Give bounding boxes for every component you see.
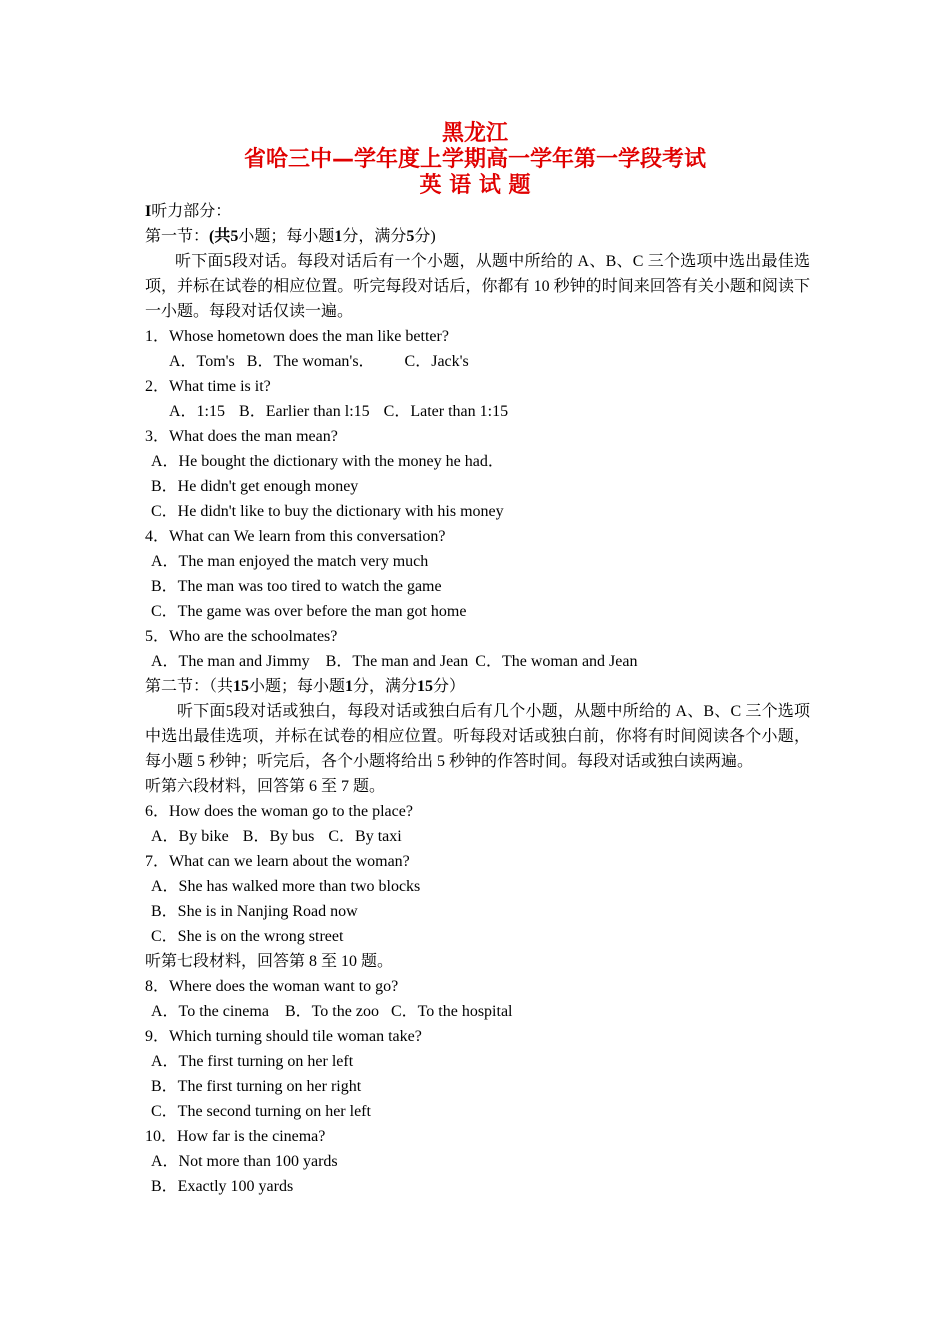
section-2-instructions: 听下面5段对话或独白，每段对话或独白后有几个小题，从题中所给的 A、B、C 三个选项中选出最佳选项，并标在试卷的相应位置。听每段对话或独白前，你将有时间阅读各个小题，每小题 5 秒钟；听完后，各个小题将给出 5 秒钟的作答时间。每段对话或独白读两遍。 <box>145 703 810 770</box>
title-line-3: 英 语 试 题 <box>419 173 531 198</box>
option-a: A．1:15 <box>169 403 226 420</box>
question-7-option-a: A．She has walked more than two blocks <box>151 878 421 895</box>
question-1-options <box>145 349 810 374</box>
option-a: A．To the cinema <box>151 1003 269 1020</box>
question-3-option-c: C．He didn't like to buy the dictionary with his money <box>151 503 504 520</box>
option-b: B．The man and Jean <box>325 653 469 670</box>
question-3-option-b: B．He didn't get enough money <box>151 478 359 495</box>
question-5-stem: 5．Who are the schoolmates? <box>145 628 338 645</box>
option-b: B．Earlier than l:15 <box>239 403 370 420</box>
question-2-stem: 2．What time is it? <box>145 378 271 395</box>
question-4-option-b: B．The man was too tired to watch the game <box>151 578 442 595</box>
question-7-option-b: B．She is in Nanjing Road now <box>151 903 358 920</box>
question-8-options <box>145 999 810 1024</box>
option-c: C．By taxi <box>328 828 402 845</box>
title-line-1: 黑龙江 <box>441 121 508 146</box>
question-4-option-a: A．The man enjoyed the match very much <box>151 553 429 570</box>
heading-text: 听力部分： <box>151 203 232 220</box>
listening-heading <box>145 199 810 224</box>
material-6-note: 听第六段材料，回答第 6 至 7 题。 <box>145 778 386 795</box>
question-1-stem: 1．Whose hometown does the man like better? <box>145 328 449 345</box>
question-10-option-b: B．Exactly 100 yards <box>151 1178 294 1195</box>
question-7-option-c: C．She is on the wrong street <box>151 928 344 945</box>
option-c: C．To the hospital <box>390 1003 513 1020</box>
option-b: B．To the zoo <box>284 1003 379 1020</box>
option-c: C．The woman and Jean <box>475 653 638 670</box>
question-3-option-a: A．He bought the dictionary with the money he had． <box>151 453 504 470</box>
question-9-option-b: B．The first turning on her right <box>151 1078 362 1095</box>
question-6-stem: 6．How does the woman go to the place? <box>145 803 413 820</box>
title-line-2: 省哈三中—学年度上学期高一学年第一学段考试 <box>243 147 706 172</box>
question-5-options <box>145 649 810 674</box>
exam-title <box>0 121 950 199</box>
question-7-stem: 7．What can we learn about the woman? <box>145 853 410 870</box>
section-2-heading: 第二节：（共15小题；每小题1分，满分15分） <box>145 678 466 695</box>
question-9-option-a: A．The first turning on her left <box>151 1053 354 1070</box>
material-7-note: 听第七段材料，回答第 8 至 10 题。 <box>145 953 394 970</box>
question-9-stem: 9．Which turning should tile woman take? <box>145 1028 422 1045</box>
question-2-options <box>145 399 810 424</box>
question-9-option-c: C．The second turning on her left <box>151 1103 371 1120</box>
question-10-stem: 10．How far is the cinema? <box>145 1128 326 1145</box>
option-b: B．By bus <box>242 828 315 845</box>
question-8-stem: 8．Where does the woman want to go? <box>145 978 399 995</box>
exam-content <box>145 199 810 1199</box>
option-c: C．Jack's <box>404 353 469 370</box>
section-1-instructions: 听下面5段对话。每段对话后有一个小题，从题中所给的 A、B、C 三个选项中选出最佳选项，并标在试卷的相应位置。听完每段对话后，你都有 10 秒钟的时间来回答有关小题和阅读下一小题。每段对话仅读一遍。 <box>145 253 810 320</box>
question-3-stem: 3．What does the man mean? <box>145 428 338 445</box>
question-10-option-a: A．Not more than 100 yards <box>151 1153 338 1170</box>
option-a: A．By bike <box>151 828 229 845</box>
option-a: A．The man and Jimmy <box>151 653 310 670</box>
heading-number: I <box>145 203 152 220</box>
option-a: A．Tom's <box>169 353 235 370</box>
question-6-options <box>145 824 810 849</box>
section-1-heading: 第一节：(共5小题；每小题1分，满分5分) <box>145 228 436 245</box>
question-4-option-c: C．The game was over before the man got home <box>151 603 467 620</box>
question-4-stem: 4．What can We learn from this conversation? <box>145 528 446 545</box>
option-c: C．Later than 1:15 <box>383 403 509 420</box>
option-b: B．The woman's． <box>246 353 375 370</box>
